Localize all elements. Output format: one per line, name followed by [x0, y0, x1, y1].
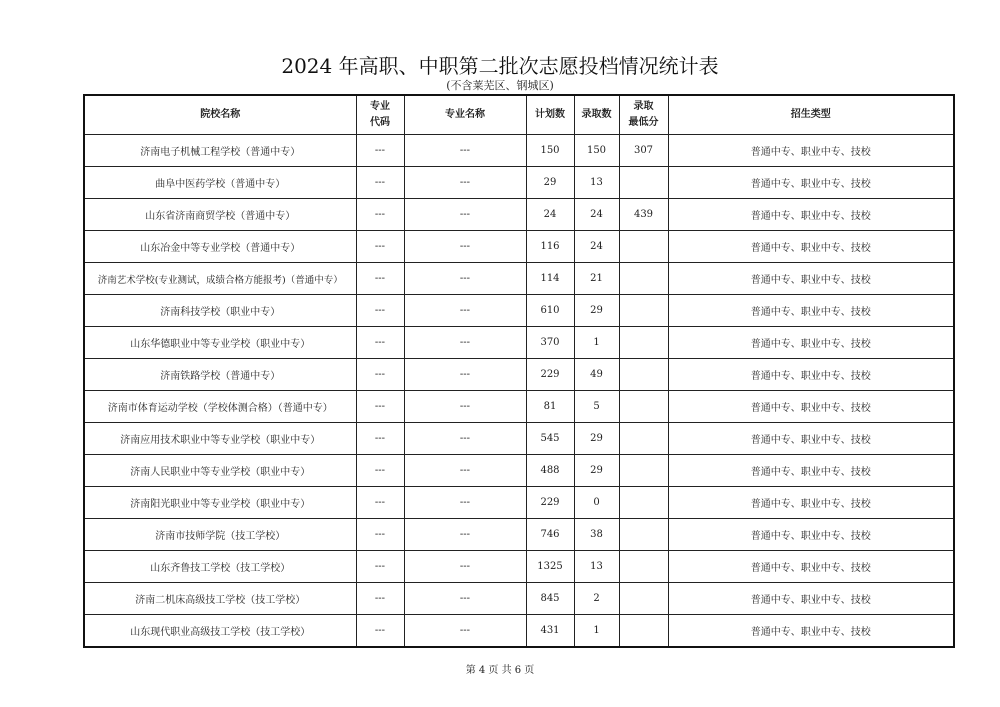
- table-cell: ---: [404, 167, 526, 199]
- table-cell: [619, 615, 668, 648]
- table-cell: 普通中专、职业中专、技校: [668, 359, 954, 391]
- table-cell: 济南阳光职业中等专业学校（职业中专）: [84, 487, 356, 519]
- table-cell: ---: [404, 583, 526, 615]
- table-cell: 济南电子机械工程学校（普通中专）: [84, 135, 356, 167]
- table-cell: 746: [526, 519, 574, 551]
- column-header: 录取 最低分: [619, 95, 668, 135]
- table-cell: 21: [574, 263, 619, 295]
- table-cell: 普通中专、职业中专、技校: [668, 519, 954, 551]
- table-cell: 229: [526, 359, 574, 391]
- table-cell: [619, 487, 668, 519]
- table-cell: 307: [619, 135, 668, 167]
- table-cell: 普通中专、职业中专、技校: [668, 615, 954, 648]
- table-cell: [619, 583, 668, 615]
- table-row: [84, 615, 954, 648]
- table-cell: 普通中专、职业中专、技校: [668, 263, 954, 295]
- table-cell: 普通中专、职业中专、技校: [668, 551, 954, 583]
- table-cell: ---: [356, 199, 404, 231]
- table-cell: [619, 519, 668, 551]
- table-cell: ---: [404, 519, 526, 551]
- table-cell: 山东现代职业高级技工学校（技工学校）: [84, 615, 356, 648]
- column-header: 专业名称: [404, 95, 526, 135]
- table-cell: 普通中专、职业中专、技校: [668, 199, 954, 231]
- table-cell: 济南铁路学校（普通中专）: [84, 359, 356, 391]
- table-cell: 81: [526, 391, 574, 423]
- table-cell: [619, 455, 668, 487]
- table-cell: 545: [526, 423, 574, 455]
- table-cell: ---: [404, 359, 526, 391]
- table-cell: ---: [356, 135, 404, 167]
- table-cell: ---: [404, 551, 526, 583]
- table-cell: [619, 551, 668, 583]
- table-row: [84, 199, 954, 231]
- table-cell: 114: [526, 263, 574, 295]
- column-header: 录取数: [574, 95, 619, 135]
- table-cell: 普通中专、职业中专、技校: [668, 455, 954, 487]
- table-row: [84, 487, 954, 519]
- table-cell: ---: [356, 583, 404, 615]
- table-row: [84, 327, 954, 359]
- table-cell: 845: [526, 583, 574, 615]
- table-cell: 普通中专、职业中专、技校: [668, 135, 954, 167]
- table-cell: 山东冶金中等专业学校（普通中专）: [84, 231, 356, 263]
- table-cell: 济南市体育运动学校（学校体测合格）（普通中专）: [84, 391, 356, 423]
- table-cell: 1: [574, 615, 619, 648]
- table-cell: [619, 263, 668, 295]
- table-row: [84, 583, 954, 615]
- table-cell: 普通中专、职业中专、技校: [668, 391, 954, 423]
- table-cell: 24: [574, 231, 619, 263]
- table-cell: 1: [574, 327, 619, 359]
- table-row: [84, 135, 954, 167]
- table-header-row: [84, 95, 954, 135]
- table-row: [84, 263, 954, 295]
- table-cell: 29: [526, 167, 574, 199]
- table-cell: 5: [574, 391, 619, 423]
- table-cell: ---: [404, 135, 526, 167]
- table-cell: 普通中专、职业中专、技校: [668, 295, 954, 327]
- table-cell: ---: [404, 423, 526, 455]
- table-cell: 济南二机床高级技工学校（技工学校）: [84, 583, 356, 615]
- table-cell: 431: [526, 615, 574, 648]
- table-cell: ---: [404, 615, 526, 648]
- column-header: 计划数: [526, 95, 574, 135]
- table-cell: ---: [404, 487, 526, 519]
- table-cell: 150: [574, 135, 619, 167]
- table-cell: [619, 359, 668, 391]
- table-cell: 150: [526, 135, 574, 167]
- table-cell: [619, 231, 668, 263]
- table-cell: ---: [356, 551, 404, 583]
- table-cell: 普通中专、职业中专、技校: [668, 231, 954, 263]
- table-cell: 济南市技师学院（技工学校）: [84, 519, 356, 551]
- table-cell: 济南科技学校（职业中专）: [84, 295, 356, 327]
- table-row: [84, 391, 954, 423]
- table-cell: ---: [356, 455, 404, 487]
- table-cell: 29: [574, 455, 619, 487]
- table-cell: 1325: [526, 551, 574, 583]
- table-cell: 370: [526, 327, 574, 359]
- table-cell: [619, 327, 668, 359]
- table-cell: ---: [404, 295, 526, 327]
- admission-table: [83, 94, 955, 648]
- table-cell: ---: [404, 231, 526, 263]
- table-cell: ---: [356, 519, 404, 551]
- page-footer: 第 4 页 共 6 页: [465, 665, 535, 676]
- table-cell: 29: [574, 423, 619, 455]
- table-cell: 曲阜中医药学校（普通中专）: [84, 167, 356, 199]
- table-cell: ---: [356, 231, 404, 263]
- table-cell: 13: [574, 167, 619, 199]
- table-row: [84, 519, 954, 551]
- table-row: [84, 295, 954, 327]
- page-title: 2024 年高职、中职第二批次志愿投档情况统计表: [281, 54, 719, 78]
- table-row: [84, 423, 954, 455]
- table-row: [84, 167, 954, 199]
- table-cell: 610: [526, 295, 574, 327]
- table-cell: 49: [574, 359, 619, 391]
- table-cell: 普通中专、职业中专、技校: [668, 167, 954, 199]
- table-cell: ---: [356, 263, 404, 295]
- table-cell: [619, 167, 668, 199]
- table-cell: ---: [356, 167, 404, 199]
- column-header: 专业 代码: [356, 95, 404, 135]
- table-cell: 488: [526, 455, 574, 487]
- table-cell: [619, 423, 668, 455]
- table-cell: ---: [356, 327, 404, 359]
- table-cell: 0: [574, 487, 619, 519]
- table-cell: 普通中专、职业中专、技校: [668, 423, 954, 455]
- table-row: [84, 551, 954, 583]
- column-header: 招生类型: [668, 95, 954, 135]
- table-cell: ---: [404, 455, 526, 487]
- table-cell: ---: [356, 487, 404, 519]
- table-cell: ---: [356, 391, 404, 423]
- table-cell: 山东华德职业中等专业学校（职业中专）: [84, 327, 356, 359]
- table-cell: 普通中专、职业中专、技校: [668, 487, 954, 519]
- table-cell: ---: [356, 423, 404, 455]
- table-cell: 229: [526, 487, 574, 519]
- table-cell: 普通中专、职业中专、技校: [668, 327, 954, 359]
- table-row: [84, 359, 954, 391]
- table-cell: 13: [574, 551, 619, 583]
- table-cell: ---: [356, 359, 404, 391]
- column-header: 院校名称: [84, 95, 356, 135]
- table-row: [84, 455, 954, 487]
- table-cell: ---: [404, 391, 526, 423]
- table-cell: 24: [526, 199, 574, 231]
- table-cell: 山东齐鲁技工学校（技工学校）: [84, 551, 356, 583]
- page-subtitle: (不含莱芜区、钢城区): [446, 79, 554, 92]
- table-cell: ---: [404, 263, 526, 295]
- table-cell: 普通中专、职业中专、技校: [668, 583, 954, 615]
- table-cell: [619, 391, 668, 423]
- table-cell: ---: [404, 199, 526, 231]
- table-cell: ---: [404, 327, 526, 359]
- table-cell: 山东省济南商贸学校（普通中专）: [84, 199, 356, 231]
- table-cell: [619, 295, 668, 327]
- table-cell: 济南应用技术职业中等专业学校（职业中专）: [84, 423, 356, 455]
- table-cell: 29: [574, 295, 619, 327]
- table-cell: 济南人民职业中等专业学校（职业中专）: [84, 455, 356, 487]
- table-cell: 2: [574, 583, 619, 615]
- table-cell: 济南艺术学校(专业测试，成绩合格方能报考)（普通中专）: [84, 263, 356, 295]
- table-row: [84, 231, 954, 263]
- table-cell: 116: [526, 231, 574, 263]
- table-cell: ---: [356, 615, 404, 648]
- table-cell: 439: [619, 199, 668, 231]
- table-cell: 24: [574, 199, 619, 231]
- table-cell: ---: [356, 295, 404, 327]
- table-cell: 38: [574, 519, 619, 551]
